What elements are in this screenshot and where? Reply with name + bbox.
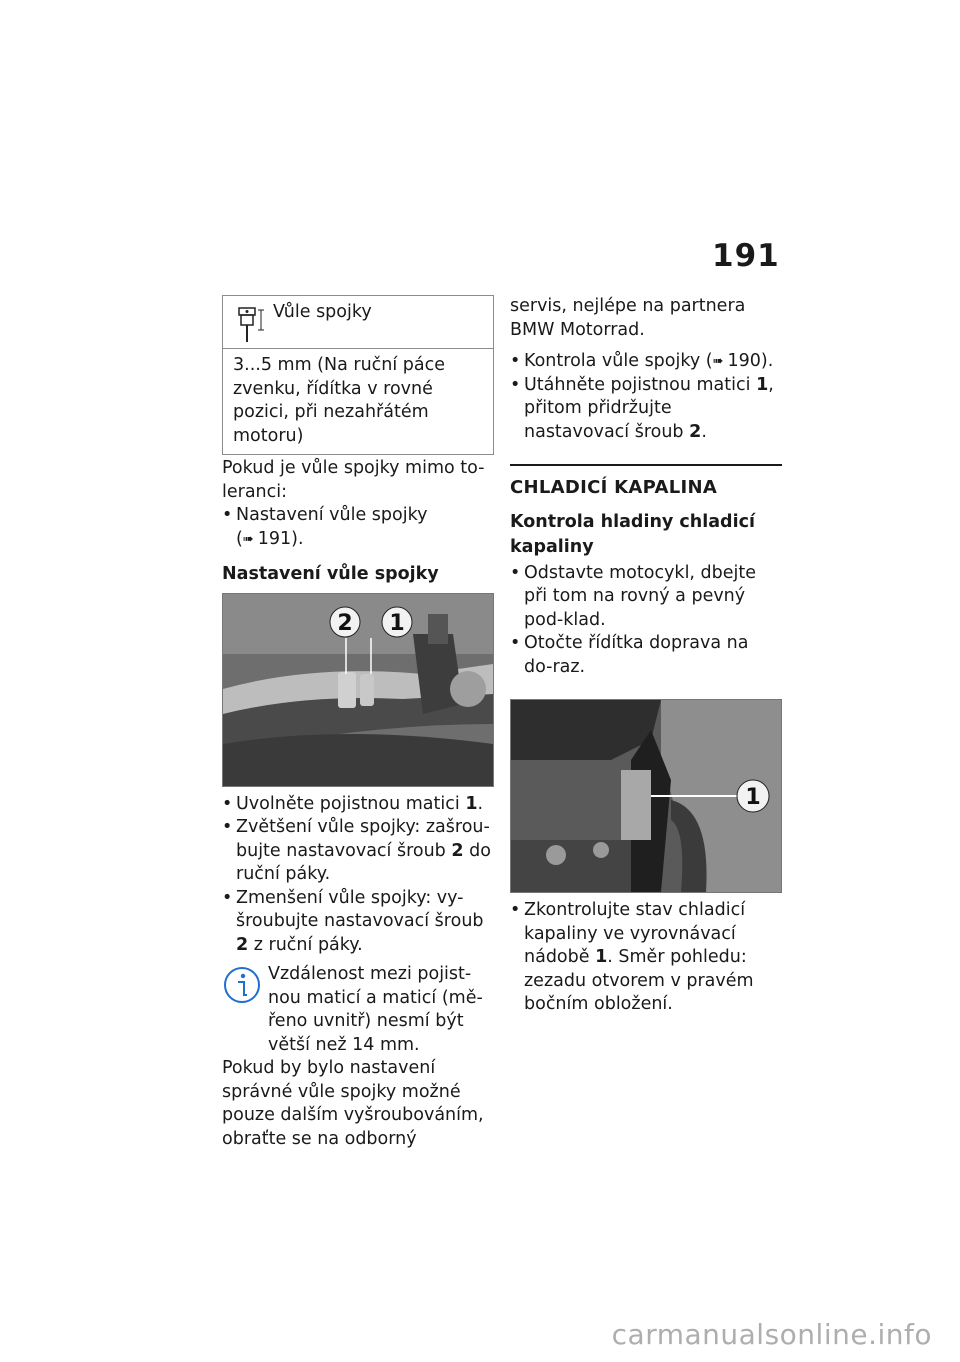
right-column (510, 295, 782, 1017)
step-after: . (701, 421, 707, 442)
list-item: • Odstavte motocykl, dbejte při tom na rovný a pevný pod-klad. (510, 562, 782, 633)
coolant-figure (510, 699, 782, 893)
step-number: 2 (451, 840, 464, 861)
step-number: 2 (689, 421, 702, 442)
section-divider (510, 464, 782, 466)
list-item (510, 374, 782, 445)
step-text: , přitom přidržujte nastavovací šroub (524, 374, 774, 442)
spec-value: 3...5 mm (Na ruční páce zvenku, řídítka v rovné pozici, při nezahřátém motoru) (233, 355, 446, 446)
page-number: 191 (712, 238, 780, 274)
list-item (222, 504, 494, 551)
final-text: Pokud by bylo nastavení správné vůle spojky možné pouze dalším vyšroubováním, obraťte se na odborný (222, 1058, 484, 1149)
section-title: CHLADICÍ KAPALINA (510, 477, 718, 498)
step-text: Utáhněte pojistnou matici (524, 374, 751, 395)
arrow-right-icon: ➠ (712, 354, 724, 369)
step-text: Zmenšení vůle spojky: vy-šroubujte nastavovací šroub (236, 887, 484, 931)
continuation-text: servis, nejlépe na partnera BMW Motorrad. (510, 296, 746, 340)
spec-title: Vůle spojky (273, 302, 372, 322)
reference-page: 190). (727, 351, 774, 371)
watermark: carmanualsonline.info (611, 1318, 932, 1351)
step-number: 1 (465, 793, 478, 814)
subheading: Nastavení vůle spojky (222, 564, 439, 584)
figure-label-1: 1 (389, 610, 405, 636)
page-reference[interactable] (713, 351, 774, 371)
info-note (222, 963, 494, 1057)
clutch-figure (222, 593, 494, 787)
subsection-title: Kontrola hladiny chladicí kapaliny (510, 511, 755, 557)
step-after: z ruční páky. (253, 934, 363, 955)
spec-header (223, 296, 493, 349)
step-number: 1 (595, 947, 608, 967)
note-text: Vzdálenost mezi pojist-nou maticí a maticí (mě-řeno uvnitř) nesmí být větší než 14 mm. (268, 964, 483, 1055)
arrow-right-icon: ➠ (242, 531, 254, 547)
step-number: 1 (756, 374, 769, 395)
ref-text: Nastavení vůle spojky (236, 505, 428, 525)
step-number: 2 (236, 934, 249, 955)
page-reference[interactable]: (➠ 191). (236, 529, 304, 549)
step-text: Uvolněte pojistnou matici (236, 793, 460, 814)
figure-label-2: 2 (337, 610, 353, 636)
steps-list (222, 793, 494, 958)
step-after: do ruční páky. (236, 840, 491, 884)
spec-box (222, 295, 494, 455)
list-item (510, 899, 782, 1017)
list-item (222, 793, 494, 817)
step-after: . Směr pohledu: zezadu otvorem v pravém bočním obložení. (524, 947, 754, 1014)
info-icon (222, 965, 262, 1013)
left-column (222, 295, 494, 1151)
figure-label-1: 1 (745, 785, 761, 810)
list-item (222, 887, 494, 958)
intro-text: Pokud je vůle spojky mimo to-leranci: (222, 458, 485, 502)
list-item: • Otočte řídítka doprava na do-raz. (510, 632, 782, 679)
reference-page: 191). (257, 528, 304, 549)
gauge-icon (237, 304, 267, 352)
list-item (510, 350, 782, 374)
step-text: Zvětšení vůle spojky: zašrou-bujte nastavovací šroub (236, 817, 490, 861)
step-text: Zkontrolujte stav chladicí kapaliny ve vyrovnávací nádobě (524, 900, 746, 967)
ref-text: Kontrola vůle spojky ( (524, 351, 713, 371)
list-item (222, 816, 494, 887)
step-after: . (477, 793, 484, 814)
